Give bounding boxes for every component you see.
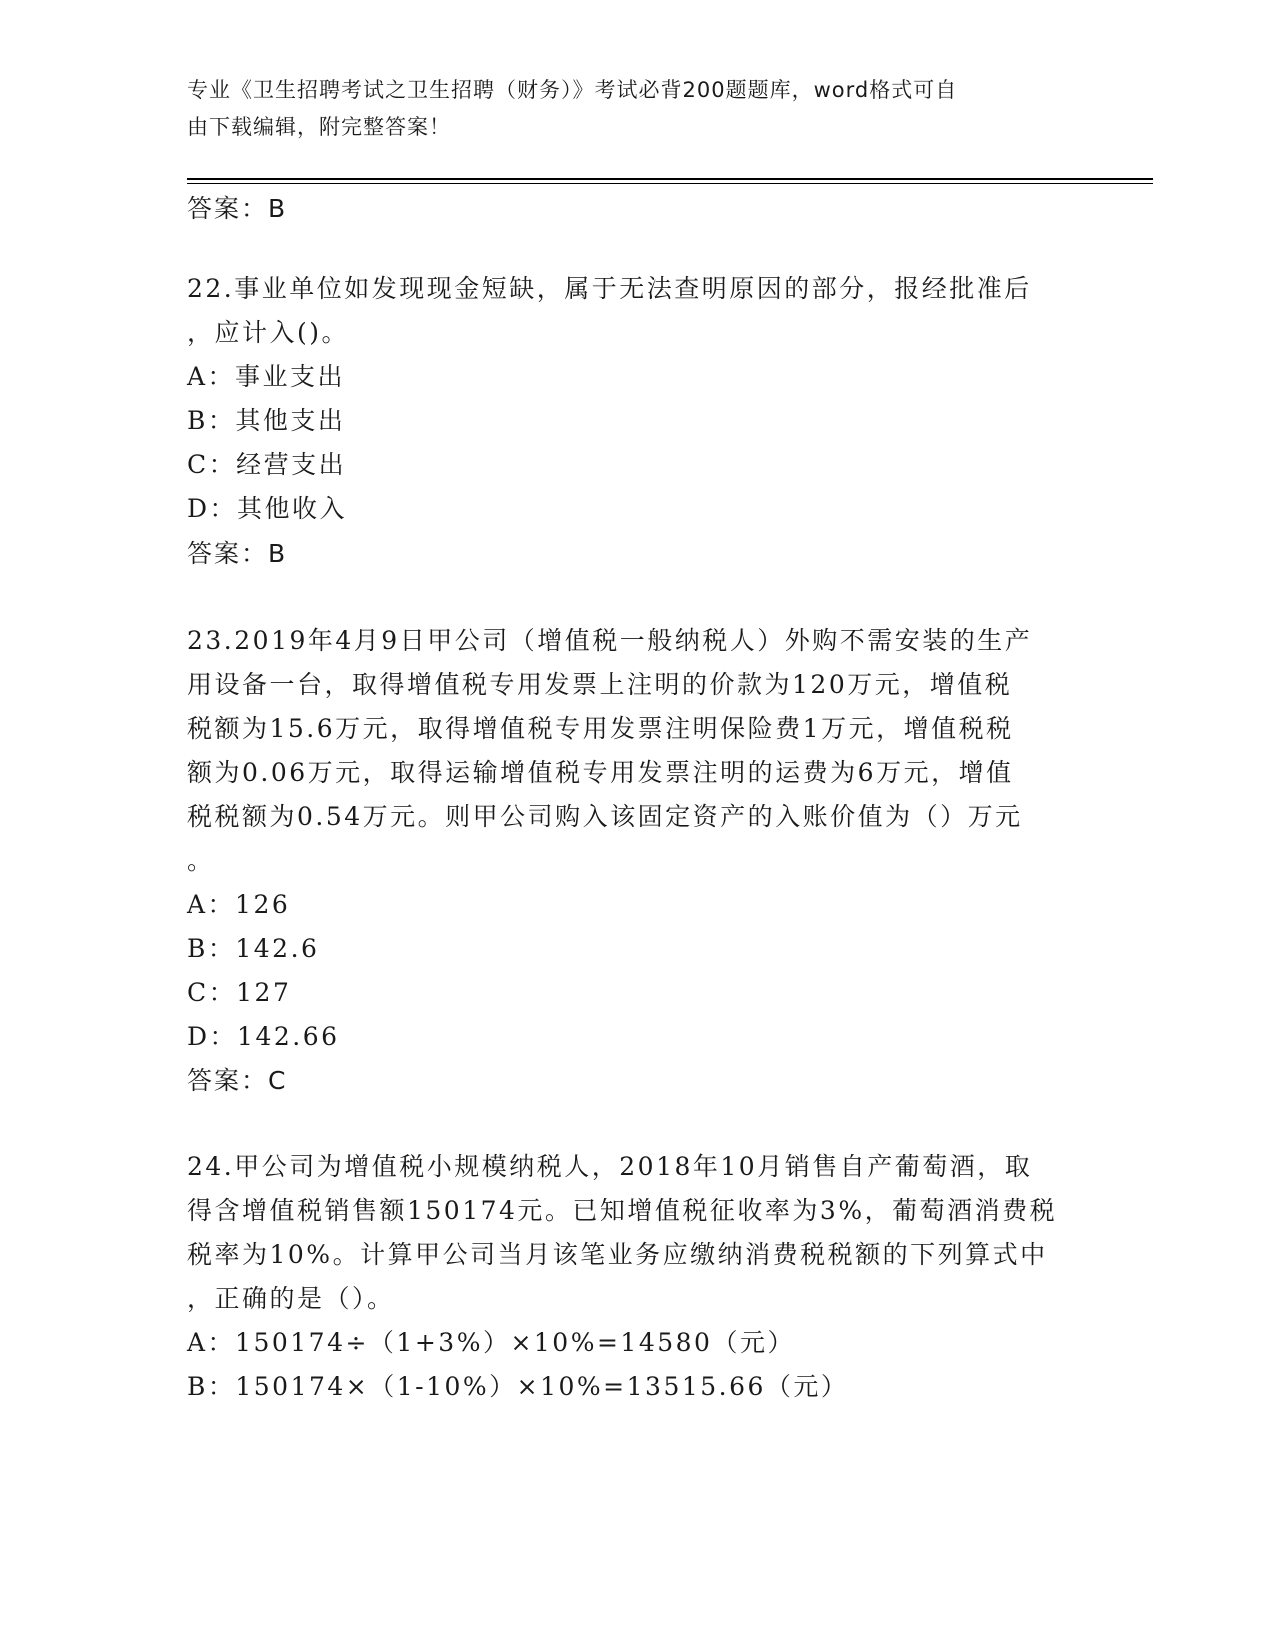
q22-option-d: D：其他收入 — [187, 494, 348, 523]
q24-text-line-1: 24.甲公司为增值税小规模纳税人，2018年10月销售自产葡萄酒，取 — [187, 1152, 1033, 1181]
q24-text-line-3: 税率为10%。计算甲公司当月该笔业务应缴纳消费税税额的下列算式中 — [187, 1240, 1048, 1269]
header-line-2: 由下载编辑，附完整答案！ — [187, 115, 451, 139]
q22-text-line-2: ，应计入()。 — [187, 318, 350, 347]
q23-option-c: C：127 — [187, 978, 292, 1007]
q24-option-a: A：150174÷（1+3%）×10%=14580（元） — [187, 1328, 795, 1357]
q23-option-b: B：142.6 — [187, 934, 320, 963]
q22-answer: 答案：B — [187, 539, 288, 568]
q23-answer: 答案：C — [187, 1066, 288, 1095]
q22-option-b: B：其他支出 — [187, 406, 346, 435]
q23-text-line-4: 额为0.06万元，取得运输增值税专用发票注明的运费为6万元，增值 — [187, 758, 1014, 787]
header-line-1: 专业《卫生招聘考试之卫生招聘（财务）》考试必背200题题库，word格式可自 — [187, 78, 958, 102]
q23-text-line-1: 23.2019年4月9日甲公司（增值税一般纳税人）外购不需安装的生产 — [187, 626, 1033, 655]
answer-prev: 答案：B — [187, 194, 288, 223]
q22-text-line-1: 22.事业单位如发现现金短缺，属于无法查明原因的部分，报经批准后 — [187, 274, 1032, 303]
q23-text-line-2: 用设备一台，取得增值税专用发票上注明的价款为120万元，增值税 — [187, 670, 1013, 699]
q23-text-line-6: 。 — [187, 846, 215, 875]
q23-text-line-5: 税税额为0.54万元。则甲公司购入该固定资产的入账价值为（）万元 — [187, 802, 1023, 831]
q23-option-d: D：142.66 — [187, 1022, 340, 1051]
q24-option-b: B：150174×（1-10%）×10%=13515.66（元） — [187, 1372, 849, 1401]
q22-option-c: C：经营支出 — [187, 450, 347, 479]
document-header — [187, 72, 1067, 146]
q24-text-line-4: ，正确的是（）。 — [187, 1284, 395, 1313]
header-rule-thin — [187, 183, 1153, 184]
q24-text-line-2: 得含增值税销售额150174元。已知增值税征收率为3%，葡萄酒消费税 — [187, 1196, 1058, 1225]
q22-option-a: A：事业支出 — [187, 362, 346, 391]
q23-text-line-3: 税额为15.6万元，取得增值税专用发票注明保险费1万元，增值税税 — [187, 714, 1014, 743]
q23-option-a: A：126 — [187, 890, 291, 919]
header-rule-thick — [187, 178, 1153, 180]
